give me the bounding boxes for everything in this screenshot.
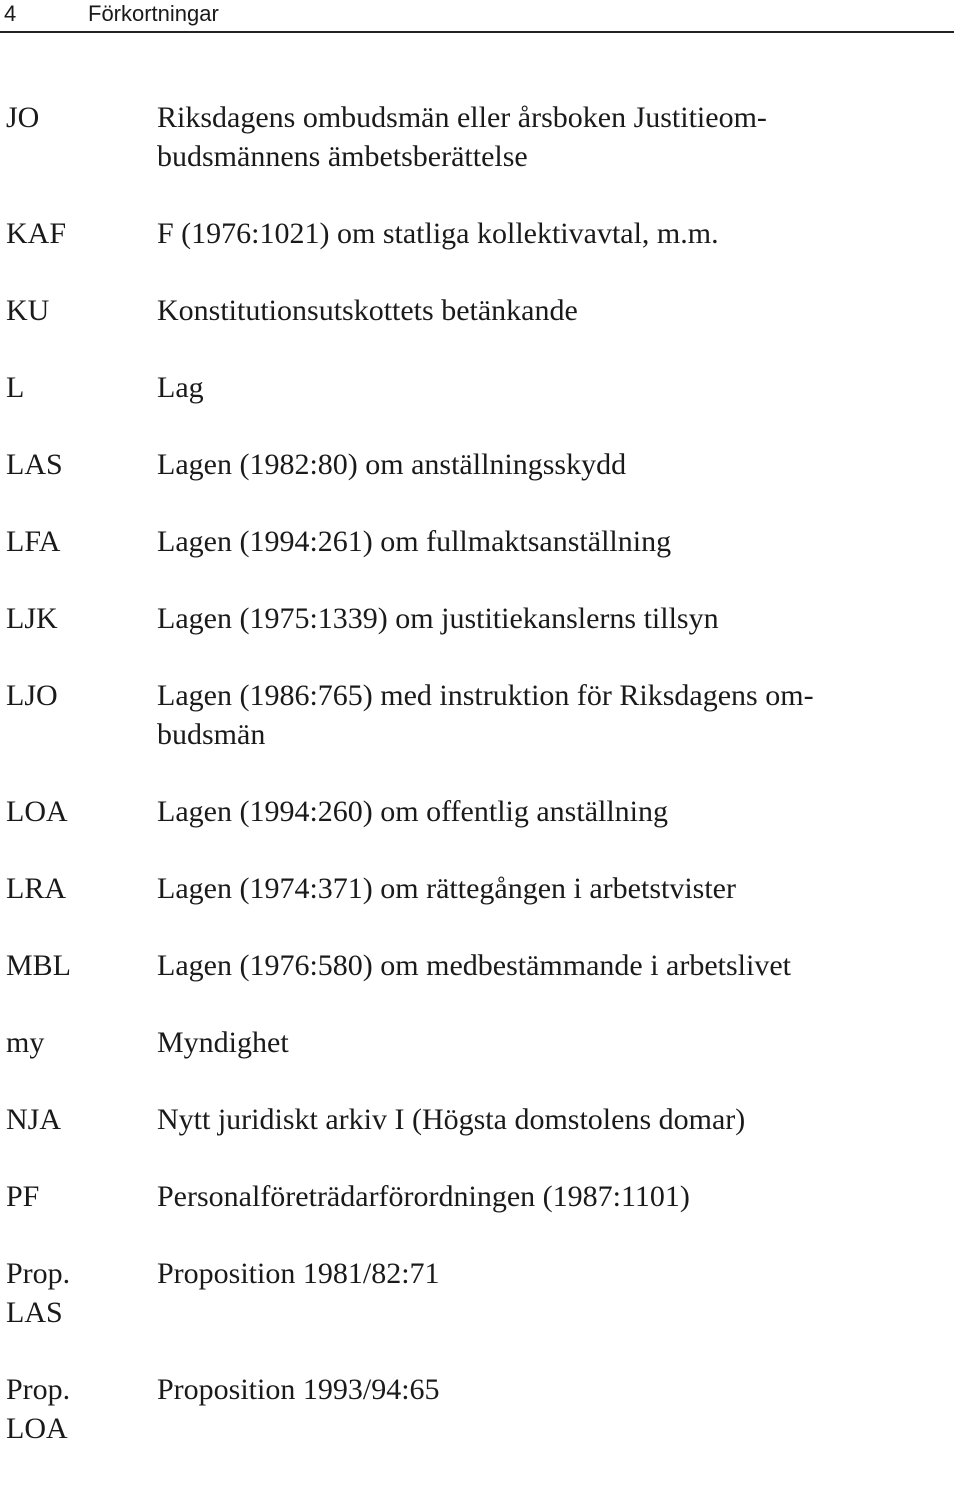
abbreviation: LJK	[6, 602, 58, 635]
header-title: Förkortningar	[88, 1, 219, 26]
abbreviation: LJO	[6, 679, 58, 712]
abbreviation: KU	[6, 294, 50, 327]
abbreviation: NJA	[6, 1103, 62, 1136]
definition-line: Konstitutionsutskottets betänkande	[157, 294, 578, 327]
definition	[157, 1254, 917, 1332]
abbreviation-entry	[0, 1370, 960, 1448]
definition-line: Lagen (1994:261) om fullmaktsanställning	[157, 525, 672, 558]
definition-line: Lagen (1976:580) om medbestämmande i arbetslivet	[157, 949, 791, 982]
definition	[157, 1100, 917, 1139]
abbreviation-entry	[0, 676, 960, 754]
definition	[157, 1177, 917, 1216]
definition-line: budsmän	[157, 718, 266, 751]
abbreviation: LOA	[6, 795, 68, 828]
definition	[157, 792, 917, 831]
definition-line: budsmännens ämbetsberättelse	[157, 140, 528, 173]
definition	[157, 522, 917, 561]
definition-line: Lagen (1974:371) om rättegången i arbetstvister	[157, 872, 736, 905]
abbreviation-entry	[0, 792, 960, 831]
abbreviation: LFA	[6, 525, 61, 558]
abbreviation-entry	[0, 98, 960, 176]
definition-line: Lagen (1994:260) om offentlig anställning	[157, 795, 669, 828]
definition-line: Proposition 1993/94:65	[157, 1373, 440, 1406]
abbreviation-entry	[0, 946, 960, 985]
abbreviation: JO	[6, 101, 40, 134]
abbreviation: L	[6, 371, 25, 404]
abbreviation-entry	[0, 522, 960, 561]
page-header	[0, 0, 954, 33]
definition	[157, 445, 917, 484]
definition-line: Proposition 1981/82:71	[157, 1257, 440, 1290]
abbreviation: Prop. LOA	[6, 1373, 71, 1445]
definition-line: Personalföreträdarförordningen (1987:1101)	[157, 1180, 690, 1213]
abbreviation: LRA	[6, 872, 66, 905]
definition-line: Lagen (1975:1339) om justitiekanslerns tillsyn	[157, 602, 719, 635]
definition	[157, 214, 917, 253]
abbreviation: PF	[6, 1180, 40, 1213]
abbreviation-entry	[0, 599, 960, 638]
abbreviation-entry	[0, 869, 960, 908]
definition-line: Lag	[157, 371, 204, 404]
abbreviation: MBL	[6, 949, 72, 982]
definition-line: Lagen (1986:765) med instruktion för Riksdagens om-	[157, 679, 814, 712]
definition	[157, 1370, 917, 1448]
definition	[157, 291, 917, 330]
definition-line: Lagen (1982:80) om anställningsskydd	[157, 448, 627, 481]
abbreviation: LAS	[6, 448, 63, 481]
abbreviation: my	[6, 1026, 45, 1059]
definition	[157, 599, 917, 638]
definition	[157, 946, 917, 985]
abbreviation-entry	[0, 1023, 960, 1062]
definition-line: Riksdagens ombudsmän eller årsboken Justitieom-	[157, 101, 767, 134]
definition	[157, 1023, 917, 1062]
abbreviation-entry	[0, 1100, 960, 1139]
definition-line: F (1976:1021) om statliga kollektivavtal, m.m.	[157, 217, 719, 250]
definition	[157, 98, 917, 176]
definition	[157, 368, 917, 407]
definition-line: Myndighet	[157, 1026, 289, 1059]
page-number: 4	[4, 1, 17, 26]
abbreviation-entry	[0, 1177, 960, 1216]
abbreviation: KAF	[6, 217, 67, 250]
abbreviation-entry	[0, 214, 960, 253]
abbreviation-entry	[0, 291, 960, 330]
abbreviation-entry	[0, 445, 960, 484]
abbreviation: Prop. LAS	[6, 1257, 71, 1329]
abbreviation-list	[0, 98, 960, 1486]
definition-line: Nytt juridiskt arkiv I (Högsta domstolens domar)	[157, 1103, 746, 1136]
abbreviation-entry	[0, 1254, 960, 1332]
definition	[157, 676, 917, 754]
abbreviation-entry	[0, 368, 960, 407]
definition	[157, 869, 917, 908]
